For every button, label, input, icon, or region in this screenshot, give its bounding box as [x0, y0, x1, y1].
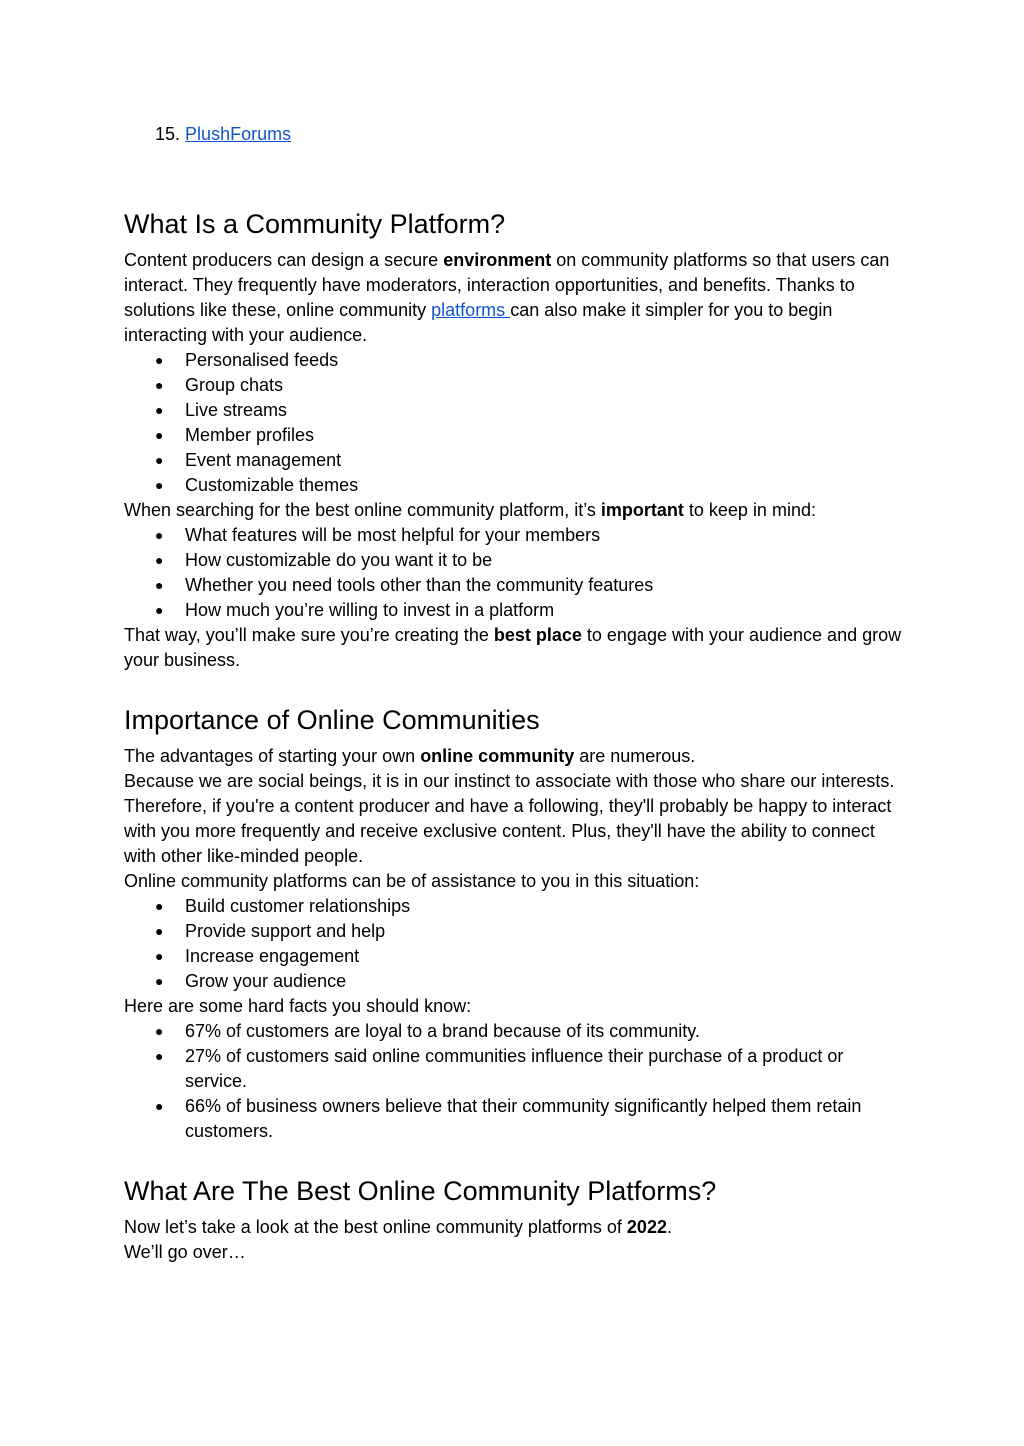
paragraph: The advantages of starting your own online community are numerous.	[124, 746, 696, 766]
paragraph: When searching for the best online community platform, it’s important to keep in mind:	[124, 500, 816, 520]
list-item: ● Live streams	[185, 398, 904, 423]
list-item: ● 67% of customers are loyal to a brand because of its community.	[185, 1019, 904, 1044]
list-number: 15.	[155, 124, 181, 144]
bold-text: 2022	[626, 1217, 667, 1237]
list-item: ● How much you’re willing to invest in a platform	[185, 598, 904, 623]
list-item: ● How customizable do you want it to be	[185, 548, 904, 573]
list-item: ● Increase engagement	[185, 944, 904, 969]
facts-list	[124, 1019, 904, 1144]
paragraph: Therefore, if you're a content producer and have a following, they'll probably be happy to interact with you more frequently and receive exclusive content. Plus, they'll have the ability to connect with other like-minded people.	[124, 796, 892, 866]
numbered-list	[124, 122, 904, 147]
list-item: ● Group chats	[185, 373, 904, 398]
list-item: ● Grow your audience	[185, 969, 904, 994]
considerations-list	[124, 523, 904, 623]
section-heading-importance: Importance of Online Communities	[124, 705, 540, 735]
list-item: ● What features will be most helpful for your members	[185, 523, 904, 548]
list-item: ● 66% of business owners believe that their community significantly helped them retain customers.	[185, 1094, 904, 1144]
list-item: ● Personalised feeds	[185, 348, 904, 373]
bold-text: environment	[443, 250, 552, 270]
list-item: ● Event management	[185, 448, 904, 473]
paragraph: We’ll go over…	[124, 1242, 246, 1262]
paragraph: Content producers can design a secure environment on community platforms so that users can interact. They frequently have moderators, interaction opportunities, and benefits. Thanks to solutions like these, online community platforms can also make it simpler for you to begin interacting with your audience.	[124, 250, 890, 345]
list-item	[124, 122, 904, 147]
paragraph: Because we are social beings, it is in our instinct to associate with those who share our interests.	[124, 771, 895, 791]
platforms-link[interactable]: platforms	[431, 300, 511, 320]
paragraph: Online community platforms can be of assistance to you in this situation:	[124, 871, 700, 891]
benefits-list	[124, 894, 904, 994]
paragraph: That way, you’ll make sure you’re creating the best place to engage with your audience and grow your business.	[124, 625, 902, 670]
list-item: ● Whether you need tools other than the community features	[185, 573, 904, 598]
list-item: ● Provide support and help	[185, 919, 904, 944]
bold-text: online community	[420, 746, 575, 766]
bold-text: best place	[493, 625, 582, 645]
document-content	[124, 122, 904, 1265]
section-heading-community-platform: What Is a Community Platform?	[124, 209, 506, 239]
list-item: ● Build customer relationships	[185, 894, 904, 919]
paragraph: Now let’s take a look at the best online community platforms of 2022.	[124, 1217, 672, 1237]
plushforums-link[interactable]: PlushForums	[185, 124, 292, 144]
list-item: ● Customizable themes	[185, 473, 904, 498]
section-heading-best-platforms: What Are The Best Online Community Platforms?	[124, 1176, 717, 1206]
list-item: ● 27% of customers said online communities influence their purchase of a product or service.	[185, 1044, 904, 1094]
paragraph: Here are some hard facts you should know:	[124, 996, 472, 1016]
features-list	[124, 348, 904, 498]
list-item: ● Member profiles	[185, 423, 904, 448]
bold-text: important	[600, 500, 684, 520]
